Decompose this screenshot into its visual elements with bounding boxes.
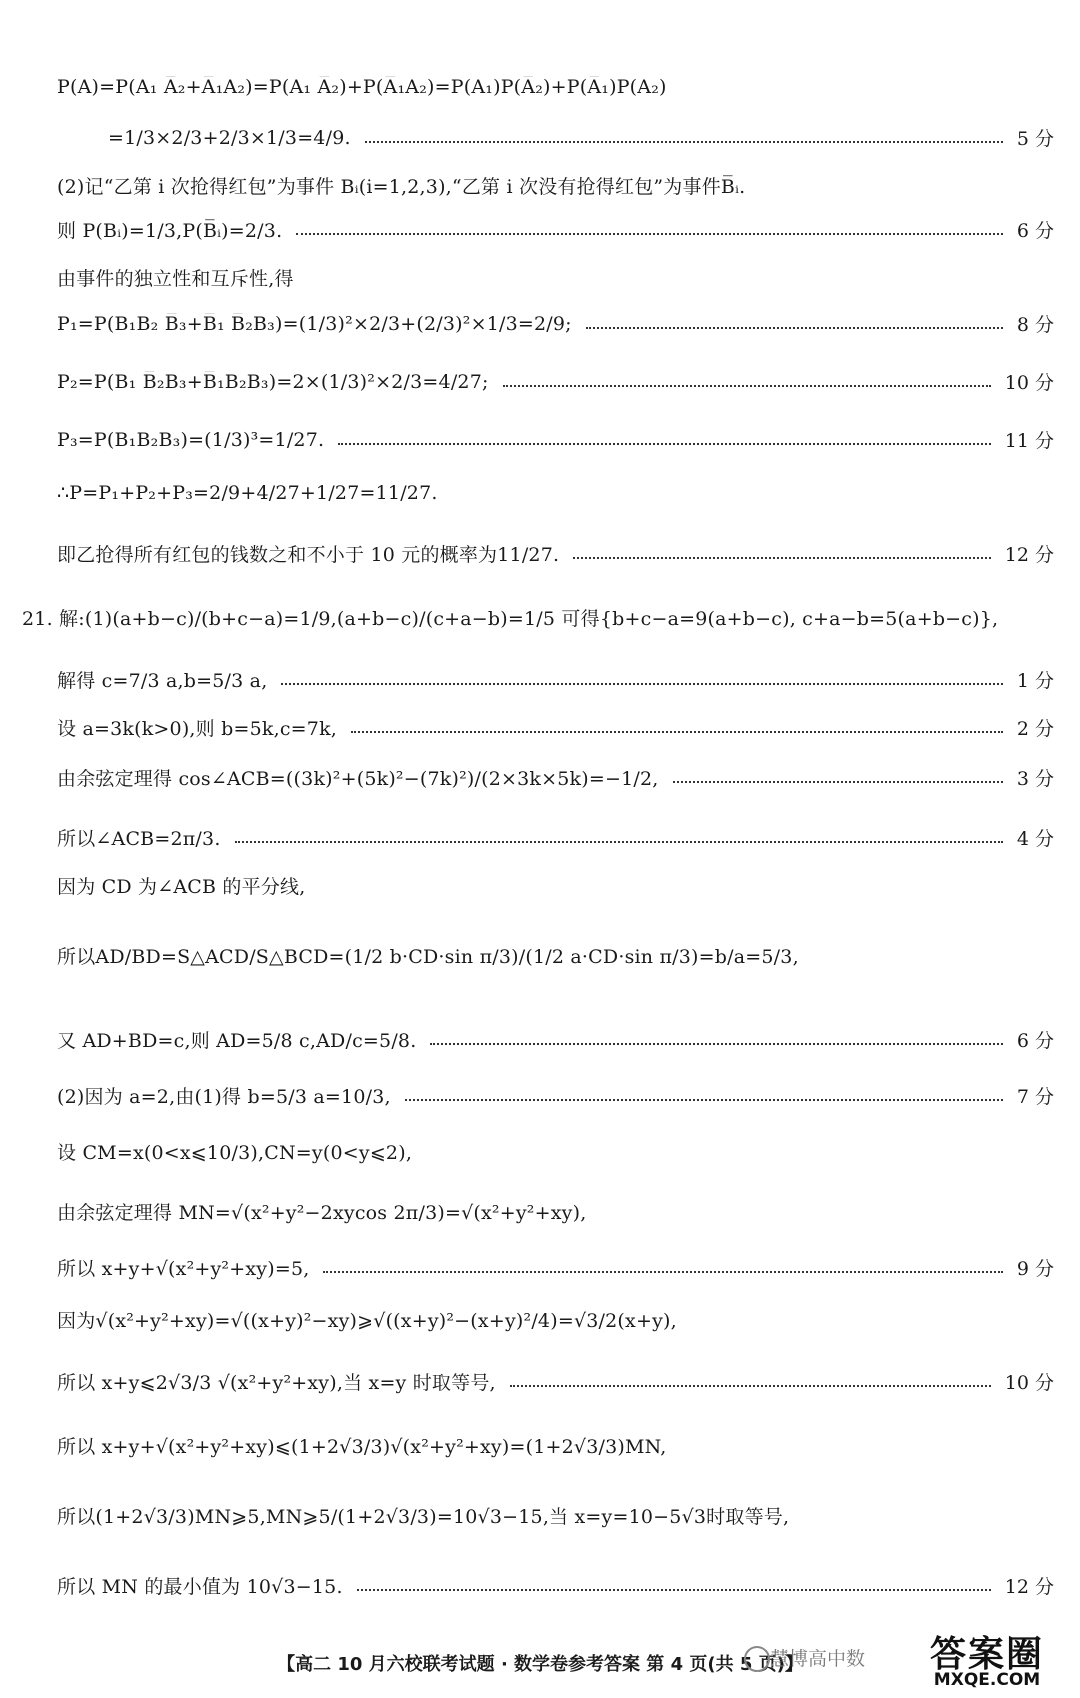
line-text: 所以 x+y⩽2√3/3 √(x²+y²+xy),当 x=y 时取等号, xyxy=(57,1372,496,1394)
solution-line-23 xyxy=(57,1306,1054,1333)
solution-line-10 xyxy=(57,540,1054,567)
line-text: P₂=P(B₁ B̅₂B₃+B̅₁B₂B₃)=2×(1/3)²×2/3=4/27; xyxy=(57,370,489,393)
dot-leader xyxy=(357,1589,991,1591)
line-text: 由余弦定理得 cos∠ACB=((3k)²+(5k)²−(7k)²)/(2×3k×5k)=−1/2, xyxy=(57,768,659,790)
line-text: 又 AD+BD=c,则 AD=5/8 c,AD/c=5/8. xyxy=(57,1030,417,1052)
line-text: 所以 x+y+√(x²+y²+xy)⩽(1+2√3/3)√(x²+y²+xy)=(1+2√3/3)MN, xyxy=(57,1436,667,1458)
solution-line-1 xyxy=(57,76,1054,98)
line-text: 由余弦定理得 MN=√(x²+y²−2xycos 2π/3)=√(x²+y²+xy), xyxy=(57,1202,587,1224)
line-text: 由事件的独立性和互斥性,得 xyxy=(57,268,294,290)
line-text: P(A)=P(A₁ A̅₂+A̅₁A₂)=P(A₁ A̅₂)+P(A̅₁A₂)=P(A₁)P(A̅₂)+P(A̅₁)P(A₂) xyxy=(57,76,667,98)
dot-leader xyxy=(338,443,991,445)
solution-line-9 xyxy=(57,482,1054,504)
score-label: 7 分 xyxy=(1016,1086,1054,1108)
solution-line-2 xyxy=(108,124,1054,151)
line-text: 即乙抢得所有红包的钱数之和不小于 10 元的概率为11/27. xyxy=(57,544,560,566)
line-text: P₃=P(B₁B₂B₃)=(1/3)³=1/27. xyxy=(57,428,325,451)
dot-leader xyxy=(673,781,1003,783)
line-text: 设 a=3k(k>0),则 b=5k,c=7k, xyxy=(57,718,338,740)
solution-line-7 xyxy=(57,368,1054,395)
page-footer: 【高二 10 月六校联考试题 · 数学卷参考答案 第 4 页(共 5 页)】 xyxy=(277,1654,803,1675)
dot-leader xyxy=(405,1099,1003,1101)
score-label: 8 分 xyxy=(1016,314,1054,336)
score-label: 1 分 xyxy=(1016,670,1054,692)
solution-line-18 xyxy=(57,1026,1054,1053)
score-label: 12 分 xyxy=(1004,544,1054,566)
line-text: 所以 MN 的最小值为 10√3−15. xyxy=(57,1576,343,1598)
score-label: 2 分 xyxy=(1016,718,1054,740)
solution-line-6 xyxy=(57,310,1054,337)
solution-line-8 xyxy=(57,426,1054,453)
score-label: 6 分 xyxy=(1016,1030,1054,1052)
score-label: 4 分 xyxy=(1016,828,1054,850)
line-text: (2)因为 a=2,由(1)得 b=5/3 a=10/3, xyxy=(57,1086,391,1108)
line-text: 所以 x+y+√(x²+y²+xy)=5, xyxy=(57,1258,310,1280)
score-label: 5 分 xyxy=(1016,128,1054,150)
score-label: 3 分 xyxy=(1016,768,1054,790)
score-label: 11 分 xyxy=(1004,430,1054,452)
line-text: ∴P=P₁+P₂+P₃=2/9+4/27+1/27=11/27. xyxy=(57,482,438,504)
wechat-icon xyxy=(744,1646,770,1672)
dot-leader xyxy=(510,1385,991,1387)
solution-line-21 xyxy=(57,1198,1054,1225)
question-21-start xyxy=(22,604,1054,631)
watermark-logo-text: 答案圈 xyxy=(929,1634,1044,1675)
solution-line-22 xyxy=(57,1254,1054,1281)
solution-line-16 xyxy=(57,872,1054,899)
solution-line-12 xyxy=(57,666,1054,693)
watermark-url: MXQE.COM xyxy=(933,1670,1041,1690)
line-text: 则 P(Bᵢ)=1/3,P(B̅ᵢ)=2/3. xyxy=(57,220,283,242)
line-text: =1/3×2/3+2/3×1/3=4/9. xyxy=(108,126,351,149)
solution-line-27 xyxy=(57,1572,1054,1599)
dot-leader xyxy=(586,327,1003,329)
solution-line-20 xyxy=(57,1138,1054,1165)
dot-leader xyxy=(573,557,991,559)
score-label: 12 分 xyxy=(1004,1576,1054,1598)
dot-leader xyxy=(281,683,1002,685)
line-text: 21. 解:(1)(a+b−c)/(b+c−a)=1/9,(a+b−c)/(c+a−b)=1/5 可得{b+c−a=9(a+b−c), c+a−b=5(a+b−c)}, xyxy=(22,608,999,630)
dot-leader xyxy=(503,385,991,387)
solution-line-4 xyxy=(57,216,1054,243)
line-text: 所以AD/BD=S△ACD/S△BCD=(1/2 b·CD·sin π/3)/(1/2 a·CD·sin π/3)=b/a=5/3, xyxy=(57,946,799,968)
solution-line-19 xyxy=(57,1082,1054,1109)
solution-line-15 xyxy=(57,824,1054,851)
dot-leader xyxy=(323,1271,1002,1273)
solution-line-14 xyxy=(57,764,1054,791)
dot-leader xyxy=(365,141,1003,143)
solution-line-25 xyxy=(57,1432,1054,1459)
solution-line-26 xyxy=(57,1502,1054,1529)
line-text: 设 CM=x(0<x⩽10/3),CN=y(0<y⩽2), xyxy=(57,1142,413,1164)
solution-line-5 xyxy=(57,264,1054,291)
score-label: 9 分 xyxy=(1016,1258,1054,1280)
solution-line-13 xyxy=(57,714,1054,741)
line-text: 解得 c=7/3 a,b=5/3 a, xyxy=(57,670,268,692)
score-label: 10 分 xyxy=(1004,1372,1054,1394)
solution-line-24 xyxy=(57,1368,1054,1395)
dot-leader xyxy=(430,1043,1002,1045)
line-text: P₁=P(B₁B₂ B̅₃+B̅₁ B̅₂B₃)=(1/3)²×2/3+(2/3)²×1/3=2/9; xyxy=(57,312,572,335)
line-text: 所以∠ACB=2π/3. xyxy=(57,828,221,850)
line-text: 因为√(x²+y²+xy)=√((x+y)²−xy)⩾√((x+y)²−(x+y)²/4)=√3/2(x+y), xyxy=(57,1310,677,1332)
solution-line-3 xyxy=(57,172,1054,199)
solution-line-17 xyxy=(57,942,1054,969)
line-text: 因为 CD 为∠ACB 的平分线, xyxy=(57,876,306,898)
line-text: 所以(1+2√3/3)MN⩾5,MN⩾5/(1+2√3/3)=10√3−15,当 x=y=10−5√3时取等号, xyxy=(57,1506,790,1528)
watermark-text: 慧博高中数 xyxy=(770,1648,866,1670)
watermark-logo xyxy=(912,1626,1062,1692)
dot-leader xyxy=(351,731,1003,733)
score-label: 10 分 xyxy=(1004,372,1054,394)
line-text: (2)记“乙第 i 次抢得红包”为事件 Bᵢ(i=1,2,3),“乙第 i 次没有抢得红包”为事件B̅ᵢ. xyxy=(57,176,746,198)
score-label: 6 分 xyxy=(1016,220,1054,242)
dot-leader xyxy=(296,233,1003,235)
dot-leader xyxy=(235,841,1003,843)
